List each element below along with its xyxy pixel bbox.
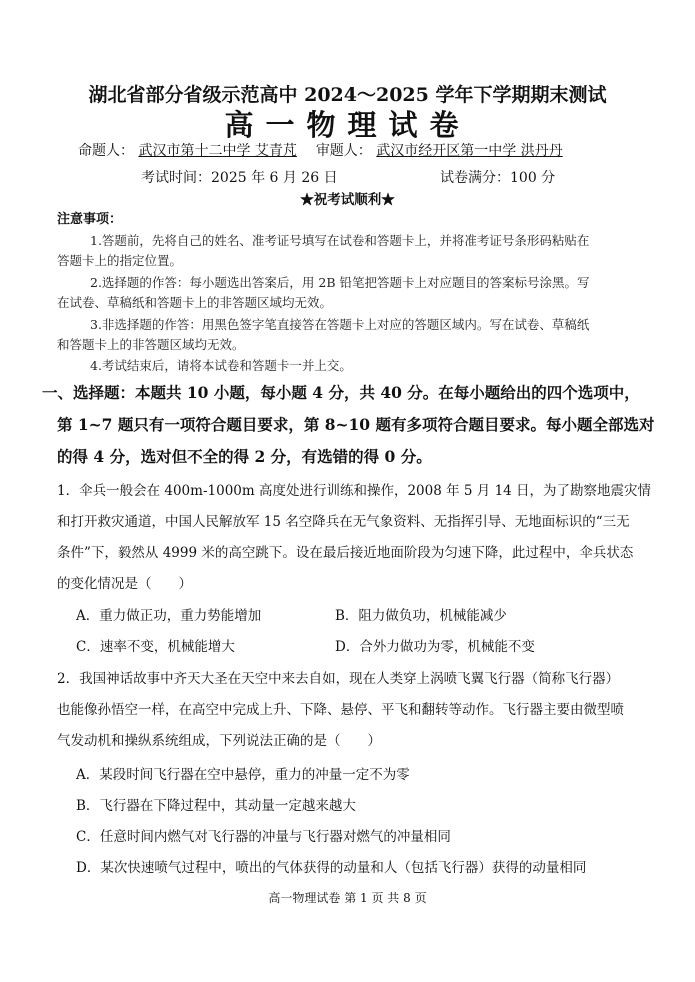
q1-stem-line-2: 和打开救灾通道，中国人民解放军 15 名空降兵在无气象资料、无指挥引导、无地面标识的“三无 [57,514,630,530]
reviewer-label: 审题人： [315,143,372,159]
main-title: 湖北省部分省级示范高中 2024～2025 学年下学期期末测试 [88,84,607,106]
notice-line-5: 3.非选择题的作答：用黑色签字笔直接答在答题卡上对应的答题区域内。写在试卷、草稿纸 [90,317,590,332]
author-line [78,140,563,160]
q2-option-c: C．任意时间内燃气对飞行器的冲量与飞行器对燃气的冲量相同 [76,829,451,845]
notice-line-4: 在试卷、草稿纸和答题卡上的非答题区域均无效。 [57,295,333,310]
q1-stem-line-3: 条件”下，毅然从 4999 米的高空跳下。设在最后接近地面阶段为匀速下降，此过程中，伞兵状态 [57,545,634,561]
section-heading-line-2: 第 1~7 题只有一项符合题目要求，第 8~10 题有多项符合题目要求。每小题全部选对 [57,415,655,434]
notice-heading: 注意事项： [57,212,123,227]
setter-label: 命题人： [78,143,134,159]
notice-line-3: 2.选择题的作答：每小题选出答案后，用 2B 铅笔把答题卡上对应题目的答案标号涂黑。写 [90,275,590,290]
q2-stem-line-3: 气发动机和操纵系统组成，下列说法正确的是（ ） [57,733,381,749]
page-footer: 高一物理试卷 第 1 页 共 8 页 [268,891,427,905]
good-luck-wish: ★祝考试顺利★ [300,192,395,208]
subject-title: 高一物理试卷 [224,108,471,142]
notice-line-6: 和答题卡上的非答题区域均无效。 [57,337,245,352]
q2-stem-line-1: 2．我国神话故事中齐天大圣在天空中来去自如，现在人类穿上涡喷飞翼飞行器（简称飞行器） [57,671,620,687]
notice-line-1: 1.答题前，先将自己的姓名、准考证号填写在试卷和答题卡上，并将准考证号条形码粘贴在 [90,233,590,248]
q1-stem-line-1: 1．伞兵一般会在 400m-1000m 高度处进行训练和操作，2008 年 5 月 14 日，为了勘察地震灾情 [57,483,652,499]
section-heading-line-3: 的得 4 分，选对但不全的得 2 分，有选错的得 0 分。 [57,447,432,466]
q1-option-a: A．重力做正功，重力势能增加 [76,608,262,624]
q2-option-b: B．飞行器在下降过程中，其动量一定越来越大 [76,798,356,814]
section-heading-line-1: 一、选择题：本题共 10 小题，每小题 4 分，共 40 分。在每小题给出的四个选项中， [42,383,640,402]
q2-option-a: A．某段时间飞行器在空中悬停，重力的冲量一定不为零 [76,767,410,783]
q2-stem-line-2: 也能像孙悟空一样，在高空中完成上升、下降、悬停、平飞和翻转等动作。飞行器主要由微型喷 [57,702,624,718]
reviewer-name: 武汉市经开区第一中学 洪丹丹 [376,143,563,159]
full-score: 试卷满分：100 分 [440,170,556,186]
notice-line-7: 4.考试结束后，请将本试卷和答题卡一并上交。 [90,358,352,373]
q2-option-d: D．某次快速喷气过程中，喷出的气体获得的动量和人（包括飞行器）获得的动量相同 [76,860,587,876]
q1-option-c: C．速率不变，机械能增大 [76,639,235,655]
q1-option-b: B．阻力做负功，机械能减少 [335,608,507,624]
q1-stem-line-4: 的变化情况是（ ） [57,576,192,592]
q1-option-d: D．合外力做功为零，机械能不变 [335,639,535,655]
exam-time: 考试时间：2025 年 6 月 26 日 [141,170,338,186]
setter-name: 武汉市第十二中学 艾青芃 [138,143,297,159]
notice-line-2: 答题卡上的指定位置。 [57,253,183,268]
